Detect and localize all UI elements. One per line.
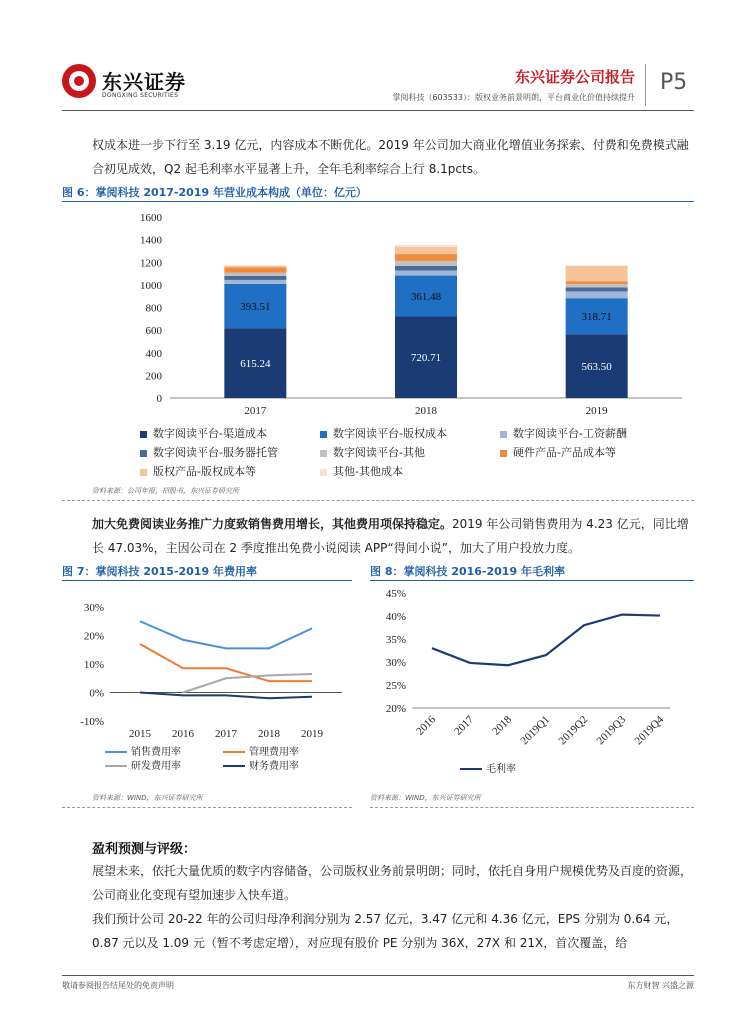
legend-item (320, 425, 447, 441)
legend-swatch (105, 751, 127, 753)
paragraph-body: 2019 年公司销售费用为 4.23 亿元，同比增长 47.03%，主因公司在 2 季度推出免费小说阅读 APP“得间小说”，加大了用户投放力度。 (92, 517, 689, 555)
bar-data-label: 393.51 (240, 301, 271, 314)
y-tick-label: -10% (80, 716, 104, 728)
legend-label: 研发费用率 (131, 761, 181, 772)
legend-label: 版权产品-版权成本等 (153, 465, 256, 478)
legend-swatch (140, 469, 147, 476)
legend-item (320, 444, 425, 460)
bar-segment (566, 266, 628, 281)
y-tick-label: 600 (145, 325, 162, 338)
bar-segment (224, 265, 286, 266)
legend-item (320, 463, 403, 479)
logo-text: 东兴证券 (102, 70, 186, 94)
x-tick-label: 2019Q1 (518, 713, 553, 748)
figure-8-chart (370, 585, 694, 760)
bar-segment (395, 247, 457, 254)
y-tick-label: 10% (83, 659, 104, 671)
x-tick-label: 2018 (258, 728, 280, 740)
legend-swatch (320, 450, 327, 457)
x-tick-label: 2018 (415, 405, 437, 415)
figure-6-chart (62, 205, 694, 415)
figure-7-chart (62, 595, 352, 745)
x-tick-label: 2015 (129, 728, 151, 740)
legend-label: 数字阅读平台-版权成本 (333, 427, 447, 440)
series-line (140, 621, 312, 648)
bar-data-label: 361.48 (410, 291, 442, 304)
bar-segment (566, 281, 628, 284)
x-tick-label: 2017 (244, 405, 267, 415)
legend-item (223, 743, 299, 758)
bar-segment (566, 291, 628, 298)
bar-segment (395, 266, 457, 271)
figure-7-rule (62, 580, 352, 581)
legend-label: 数字阅读平台-服务器托管 (153, 446, 278, 459)
y-tick-label: 400 (145, 347, 162, 360)
bar-segment (224, 267, 286, 272)
bar-segment (395, 270, 457, 275)
bar-segment (395, 245, 457, 247)
series-line (432, 615, 660, 666)
legend-swatch (223, 751, 245, 753)
section-heading: 盈利预测与评级： (92, 842, 197, 857)
legend-label: 数字阅读平台-工资薪酬 (513, 427, 627, 440)
legend-swatch (320, 469, 327, 476)
figure-7-title: 图 7：掌阅科技 2015-2019 年费用率 (62, 565, 257, 578)
y-tick-label: 35% (385, 634, 406, 646)
figure-6-legend (140, 425, 660, 485)
x-tick-label: 2018 (490, 713, 515, 738)
bar-data-label: 615.24 (240, 358, 271, 371)
bar-segment (224, 273, 286, 276)
footer-disclaimer: 敬请参阅报告结尾处的免责声明 (62, 981, 174, 990)
legend-item (140, 444, 278, 460)
series-line (140, 693, 312, 699)
y-tick-label: 1600 (140, 212, 162, 224)
y-tick-label: 1200 (140, 257, 162, 270)
legend-label: 销售费用率 (131, 747, 181, 758)
figure-6-divider (62, 500, 694, 501)
bar-segment (566, 284, 628, 287)
bar-segment (224, 266, 286, 268)
figure-7-legend (105, 743, 355, 773)
legend-swatch (223, 765, 245, 767)
x-tick-label: 2017 (452, 713, 477, 738)
header-rule (62, 110, 694, 111)
x-tick-label: 2017 (215, 728, 237, 740)
body-paragraph-2 (92, 512, 694, 560)
legend-swatch (460, 768, 482, 770)
figure-7-source: 资料来源：WIND，东兴证券研究所 (92, 794, 203, 802)
x-tick-label: 2019Q4 (632, 713, 667, 748)
logo-subtext: DONGXING SECURITIES (102, 92, 179, 99)
legend-label: 财务费用率 (249, 761, 299, 772)
y-tick-label: 25% (385, 680, 406, 692)
legend-item (105, 743, 181, 758)
bar-data-label: 318.71 (581, 311, 612, 324)
report-subtitle: 掌阅科技（603533）：版权业务前景明朗，平台商业化价值持续提升 (392, 93, 635, 102)
y-tick-label: 20% (83, 630, 104, 643)
report-title: 东兴证券公司报告 (514, 68, 635, 86)
legend-label: 其他-其他成本 (333, 465, 403, 478)
legend-label: 数字阅读平台-其他 (333, 446, 425, 459)
body-paragraph-3: 展望未来，依托大量优质的数字内容储备，公司版权业务前景明朗；同时，依托自身用户规模优势及百度的资源，公司商业化变现有望加速步入快车道。 (92, 864, 693, 902)
legend-swatch (320, 431, 327, 438)
bar-segment (395, 254, 457, 261)
legend-item (500, 425, 627, 441)
legend-swatch (500, 431, 507, 438)
x-tick-label: 2016 (172, 728, 194, 740)
legend-label: 硬件产品-产品成本等 (513, 446, 616, 459)
bar-segment (224, 276, 286, 280)
bar-data-label: 563.50 (581, 361, 612, 374)
legend-item (223, 757, 299, 772)
legend-item (105, 757, 181, 772)
legend-label: 毛利率 (486, 764, 516, 775)
figure-8-legend (460, 760, 580, 776)
y-tick-label: 0% (89, 687, 104, 700)
y-tick-label: 0 (156, 393, 162, 405)
legend-item (460, 760, 516, 775)
y-tick-label: 1000 (140, 279, 162, 292)
figure-6-rule (62, 201, 694, 202)
bar-segment (566, 265, 628, 266)
y-tick-label: 40% (385, 611, 406, 623)
legend-label: 数字阅读平台-渠道成本 (153, 427, 267, 440)
figure-8-source: 资料来源：WIND，东兴证券研究所 (370, 794, 481, 802)
legend-swatch (140, 450, 147, 457)
footer-slogan: 东方财智 兴盛之源 (627, 981, 694, 990)
x-tick-label: 2019 (585, 405, 608, 415)
bar-segment (395, 261, 457, 266)
bar-data-label: 720.71 (410, 352, 442, 365)
legend-swatch (140, 431, 147, 438)
figure-6-source: 资料来源：公司年报，招股书，东兴证券研究所 (92, 487, 239, 495)
body-paragraph-4: 我们预计公司 20-22 年的公司归母净利润分别为 2.57 亿元，3.47 亿元和 4.36 亿元，EPS 分别为 0.64 元，0.87 元以及 1.09 元（暂不考虑定增），对应现有股价 PE 分别为 36X，27X 和 21X，首次覆盖，给 (92, 912, 679, 950)
company-logo-icon (62, 64, 96, 98)
series-line (183, 674, 312, 693)
legend-item (140, 463, 256, 479)
header-divider (645, 64, 646, 106)
y-tick-label: 30% (385, 657, 406, 669)
legend-label: 管理费用率 (249, 747, 299, 758)
y-tick-label: 200 (145, 370, 162, 383)
x-tick-label: 2016 (414, 713, 439, 738)
bar-segment (566, 287, 628, 291)
y-tick-label: 45% (385, 588, 406, 600)
figure-8-title: 图 8：掌阅科技 2016-2019 年毛利率 (370, 565, 565, 578)
x-tick-label: 2019 (301, 728, 323, 740)
page-number: P5 (660, 70, 688, 95)
x-tick-label: 2019Q3 (594, 713, 629, 748)
figure-8-divider (370, 807, 694, 808)
x-tick-label: 2019Q2 (556, 713, 591, 748)
figure-8-rule (370, 580, 694, 581)
figure-7-divider (62, 807, 352, 808)
y-tick-label: 800 (145, 302, 162, 315)
legend-item (140, 425, 267, 441)
y-tick-label: 1400 (140, 234, 162, 247)
figure-6-title: 图 6：掌阅科技 2017-2019 年营业成本构成（单位：亿元） (62, 186, 367, 199)
legend-item (500, 444, 616, 460)
body-paragraph: 权成本进一步下行至 3.19 亿元，内容成本不断优化。2019 年公司加大商业化增值业务探索、付费和免费模式融合初见成效，Q2 起毛利率水平显著上升，全年毛利率综合上行 8.1pcts。 (92, 138, 689, 176)
legend-swatch (500, 450, 507, 457)
paragraph-lead: 加大免费阅读业务推广力度致销售费用增长，其他费用项保持稳定。 (92, 517, 453, 531)
y-tick-label: 20% (385, 703, 406, 715)
legend-swatch (105, 765, 127, 767)
bar-segment (224, 280, 286, 284)
footer-rule (62, 975, 694, 976)
y-tick-label: 30% (83, 602, 104, 614)
